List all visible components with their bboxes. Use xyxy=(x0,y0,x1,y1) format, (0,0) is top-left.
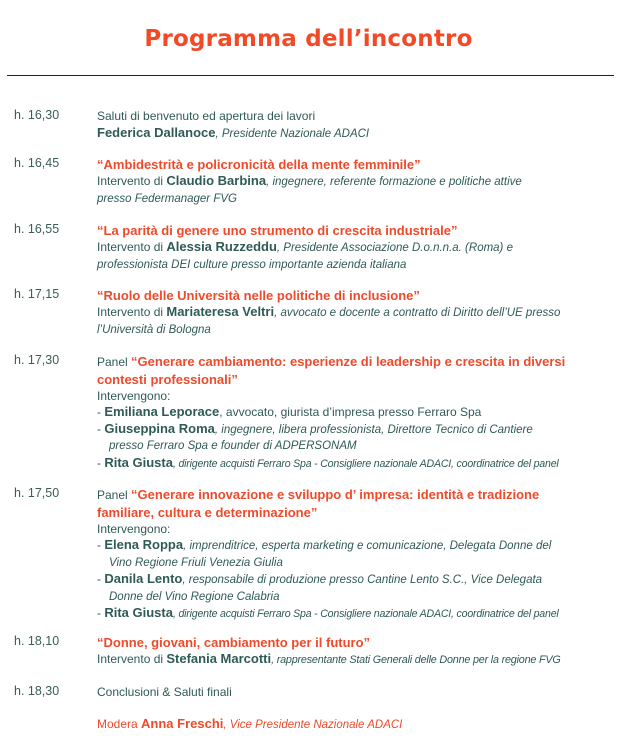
panel-speaker xyxy=(97,455,612,473)
moderator-prefix: Modera xyxy=(97,717,142,731)
bullet-dash: - xyxy=(97,421,105,436)
speaker-role: , ingegnere, referente formazione e politiche attive xyxy=(266,176,522,188)
entry-content xyxy=(97,486,612,623)
talk-title-cont: familiare, cultura e determinazione” xyxy=(97,504,318,520)
speaker-name: Danila Lento xyxy=(104,571,183,586)
entry-time: h. 18,10 xyxy=(14,634,60,648)
entry-content xyxy=(97,684,612,701)
speaker-role: , dirigente acquisti Ferraro Spa - Consigliere nazionale ADACI, coordinatrice del panel xyxy=(172,457,559,470)
panel-speaker xyxy=(97,605,612,623)
speaker-role-cont: Vino Regione Friuli Venezia Giulia xyxy=(109,556,283,569)
entry-time: h. 16,30 xyxy=(14,108,60,122)
speaker-role: , rappresentante Stati Generali delle Donne per la regione FVG xyxy=(271,654,561,666)
entry-time: h. 17,15 xyxy=(14,287,60,301)
talk-title: “Generare innovazione e sviluppo d’ impresa: identità e tradizione xyxy=(131,487,540,502)
entry-time: h. 16,45 xyxy=(14,156,60,170)
speakers-label: Intervengono: xyxy=(97,388,171,403)
speaker-role-cont: presso Federmanager FVG xyxy=(97,192,237,205)
panel-speaker xyxy=(97,571,612,589)
speaker-role: , Presidente Nazionale ADACI xyxy=(215,127,370,140)
talk-title: “Ambidestrità e policronicità della mente femminile” xyxy=(97,157,421,172)
panel-label: Panel xyxy=(97,355,132,369)
speaker-role: , avvocato, giurista d’impresa presso Ferraro Spa xyxy=(219,405,482,419)
speaker-role: , avvocato e docente a contratto di Diritto dell’UE presso xyxy=(274,307,561,319)
panel-speaker xyxy=(97,404,612,421)
speaker-name: Mariateresa Veltri xyxy=(166,304,275,319)
entry-intro: Saluti di benvenuto ed apertura dei lavori xyxy=(97,109,316,123)
speaker-name: Giuseppina Roma xyxy=(104,420,215,436)
speaker-role-cont: Donne del Vino Regione Calabria xyxy=(109,590,280,603)
talk-title: “Ruolo delle Università nelle politiche di inclusione” xyxy=(97,288,420,303)
bullet-dash: - xyxy=(97,606,105,620)
speaker-role: , dirigente acquisti Ferraro Spa - Consigliere nazionale ADACI, coordinatrice del panel xyxy=(172,608,559,620)
panel-speaker xyxy=(97,537,612,555)
entry-time: h. 18,30 xyxy=(14,684,60,698)
panel-speaker xyxy=(97,421,612,439)
intervention-prefix: Intervento di xyxy=(97,240,167,254)
speaker-name: Rita Giusta xyxy=(104,605,173,620)
entry-time: h. 17,30 xyxy=(14,353,60,367)
speakers-label: Intervengono: xyxy=(97,521,171,536)
speaker-name: Stefania Marcotti xyxy=(166,651,272,666)
speaker-name: Rita Giusta xyxy=(104,454,173,470)
page-title: Programma dell’incontro xyxy=(144,26,473,52)
intervention-prefix: Intervento di xyxy=(97,174,167,188)
speaker-name: Elena Roppa xyxy=(104,537,184,552)
moderator-role: , Vice Presidente Nazionale ADACI xyxy=(223,719,403,731)
intervention-prefix: Intervento di xyxy=(97,652,167,666)
speaker-role-cont: l’Università di Bologna xyxy=(97,323,211,336)
entry-time: h. 16,55 xyxy=(14,222,60,236)
speaker-name: Federica Dallanoce xyxy=(97,124,216,140)
divider xyxy=(7,75,614,76)
entry-content xyxy=(97,156,612,207)
bullet-dash: - xyxy=(97,405,105,419)
talk-title: “Donne, giovani, cambiamento per il futuro” xyxy=(97,635,371,650)
speaker-name: Emiliana Leporace xyxy=(104,404,220,419)
bullet-dash: - xyxy=(97,538,105,552)
entry-content xyxy=(97,222,612,273)
moderator-name: Anna Freschi xyxy=(141,716,224,731)
talk-title: “Generare cambiamento: esperienze di leadership e crescita in diversi xyxy=(131,354,566,369)
entry-content xyxy=(97,108,612,142)
entry-time: h. 17,50 xyxy=(14,486,60,500)
talk-title: “La parità di genere uno strumento di crescita industriale” xyxy=(97,223,458,238)
speaker-role-cont: presso Ferraro Spa e founder di ADPERSONAM xyxy=(109,440,357,452)
speaker-name: Alessia Ruzzeddu xyxy=(166,239,277,254)
entry-content xyxy=(97,634,612,669)
speaker-role: , imprenditrice, esperta marketing e comunicazione, Delegata Donne del xyxy=(183,540,552,552)
speaker-name: Claudio Barbina xyxy=(166,173,267,188)
bullet-dash: - xyxy=(97,572,105,586)
panel-label: Panel xyxy=(97,488,132,502)
bullet-dash: - xyxy=(97,455,105,470)
intervention-prefix: Intervento di xyxy=(97,305,167,319)
talk-title-cont: contesti professionali” xyxy=(97,371,238,387)
speaker-role: , Presidente Associazione D.o.n.n.a. (Roma) e xyxy=(276,242,513,254)
speaker-role: , responsabile di produzione presso Cantine Lento S.C., Vice Delegata xyxy=(182,574,543,586)
entry-intro: Conclusioni & Saluti finali xyxy=(97,685,232,699)
entry-content xyxy=(97,287,612,338)
speaker-role-cont: professionista DEI culture presso importante azienda italiana xyxy=(97,258,407,271)
speaker-role: , ingegnere, libera professionista, Direttore Tecnico di Cantiere xyxy=(214,423,533,436)
entry-content xyxy=(97,353,612,472)
